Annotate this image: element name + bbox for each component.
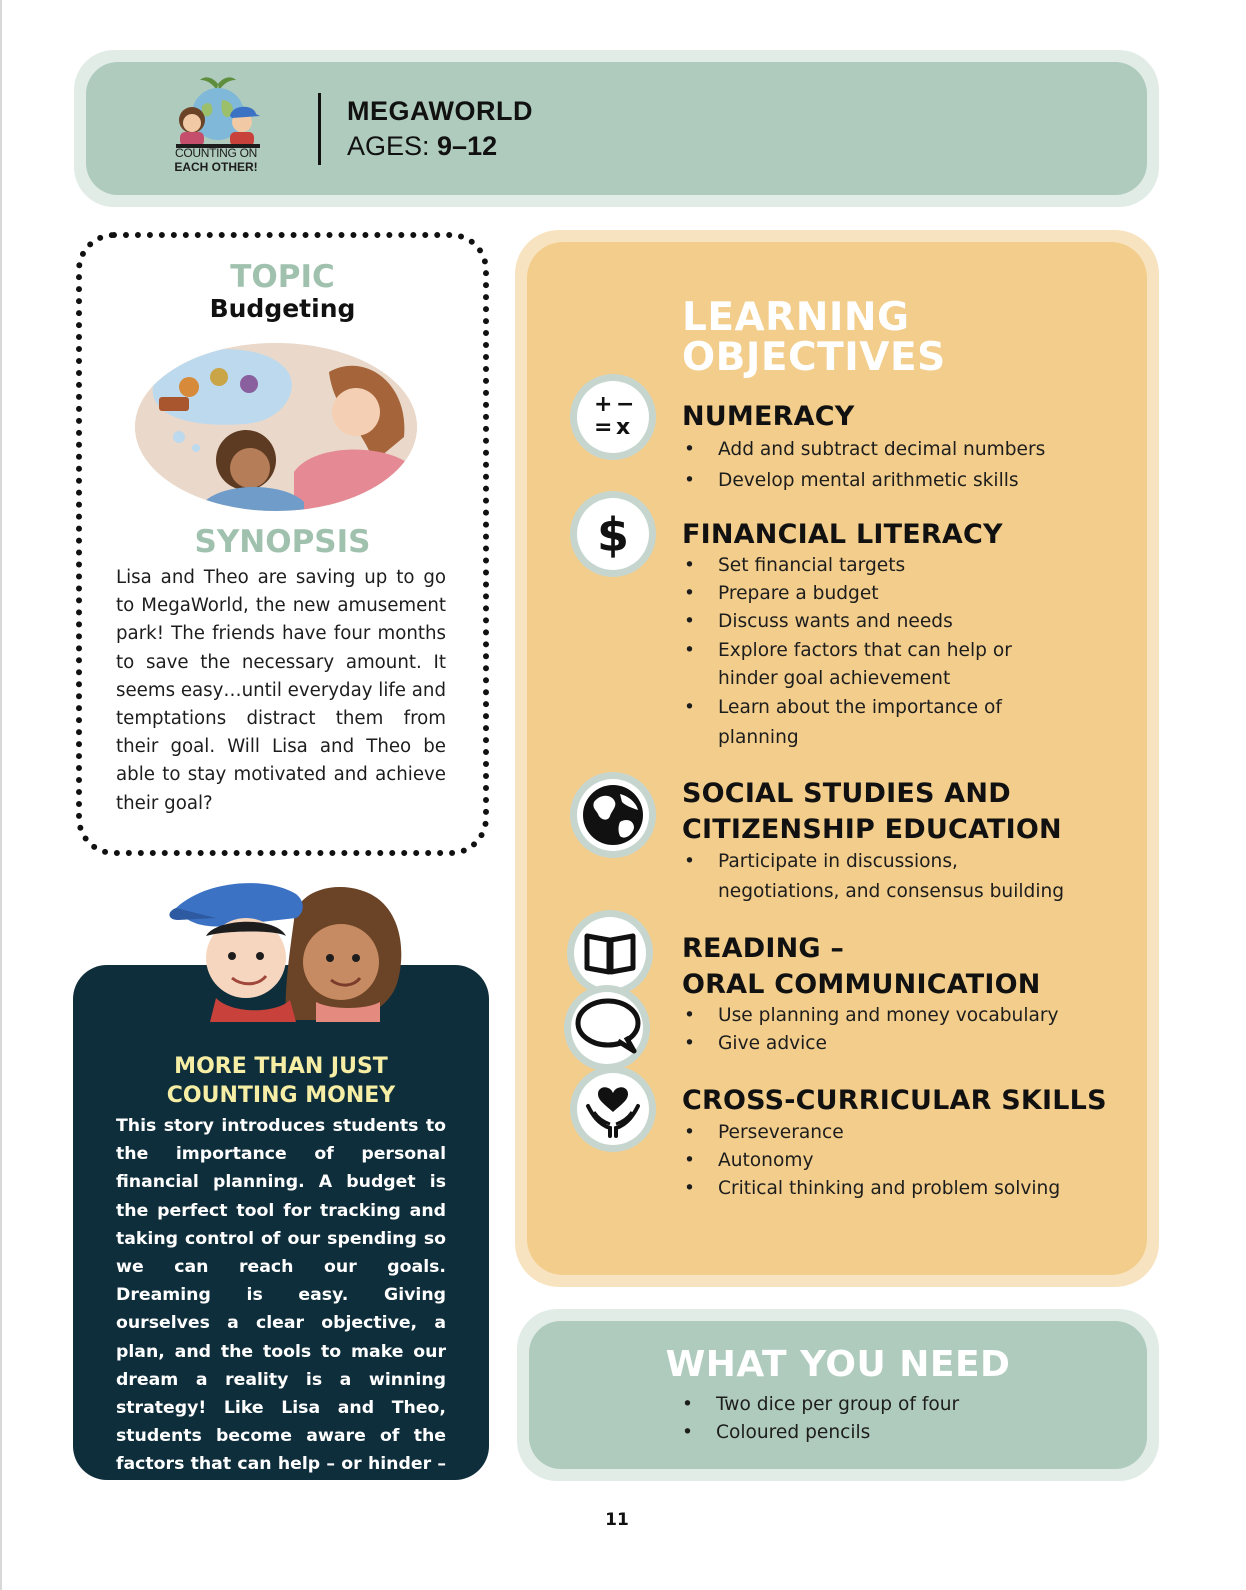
more-than-counting-title [73, 1052, 489, 1110]
svg-text:=: = [594, 415, 613, 440]
learning-objectives-title-line-2: OBJECTIVES [682, 335, 946, 380]
list-item: • Give advice [682, 1030, 1102, 1058]
what-you-need-list [680, 1391, 1100, 1447]
list-item: • Two dice per group of four [680, 1391, 1100, 1419]
social-studies-heading [682, 776, 1062, 848]
kids-daydreaming-illustration-icon [134, 342, 418, 512]
book-icon [567, 910, 653, 996]
more-than-counting-text: This story introduces students to the importance of personal financial planning. A budget is the perfect tool for tracking and taking control of our spending so we can reach our goals. Dreaming is easy. Giving ourselves a clear objective, a plan, and the tools to make our dream a reality is a winning strategy! Like Lisa and Theo, students become aware of the factors that can help – or hinder – them in achieving their goals. [116, 1116, 446, 1503]
reading-oral-list [682, 1002, 1102, 1058]
list-item: • Perseverance [682, 1119, 1102, 1147]
ages-line [347, 131, 497, 162]
what-you-need-title: WHAT YOU NEED [665, 1344, 1011, 1385]
page-edge [0, 0, 2, 1590]
numeracy-heading: NUMERACY [682, 401, 855, 432]
list-item: • Autonomy [682, 1147, 1102, 1175]
learning-objectives-title [682, 295, 1102, 380]
social-studies-heading-line-1: SOCIAL STUDIES AND [682, 778, 1011, 809]
list-item: • Add and subtract decimal numbers [682, 434, 1102, 465]
page-number: 11 [605, 1510, 629, 1530]
list-item: • Learn about the importance of planning [682, 693, 1022, 753]
reading-oral-heading-line-2: ORAL COMMUNICATION [682, 969, 1041, 1000]
learning-objectives-title-line-1: LEARNING [682, 295, 910, 340]
svg-text:+: + [594, 392, 613, 417]
heart-hands-icon [570, 1066, 656, 1152]
list-item: • Critical thinking and problem solving [682, 1175, 1102, 1203]
social-studies-list [682, 847, 1102, 907]
theo-and-lisa-illustration-icon [166, 880, 416, 1022]
social-studies-heading-line-2: CITIZENSHIP EDUCATION [682, 814, 1062, 845]
list-item: • Participate in discussions, negotiations, and consensus building [682, 847, 1072, 907]
list-item: • Discuss wants and needs [682, 608, 1102, 636]
synopsis-label: SYNOPSIS [194, 524, 371, 560]
ages-label: AGES: [347, 131, 438, 161]
numeracy-list [682, 434, 1102, 496]
more-than-counting-title-line-1: MORE THAN JUST [174, 1054, 388, 1079]
svg-text:$: $ [596, 508, 630, 562]
reading-oral-heading-line-1: READING – [682, 933, 845, 964]
logo-line-2: EACH OTHER! [174, 160, 258, 174]
speech-bubble-icon [564, 985, 650, 1071]
reading-oral-heading [682, 931, 1041, 1003]
logo-caption [160, 146, 272, 174]
cross-curricular-list [682, 1119, 1102, 1204]
list-item: • Coloured pencils [680, 1419, 1100, 1447]
synopsis-text: Lisa and Theo are saving up to go to MegaWorld, the new amusement park! The friends have four months to save the necessary amount. It seems easy…until everyday life and temptations distract them from their goal. Will Lisa and Theo be able to stay motivated and achieve their goal? [116, 567, 446, 814]
cross-curricular-heading: CROSS-CURRICULAR SKILLS [682, 1085, 1107, 1116]
list-item: • Explore factors that can help or hinder goal achievement [682, 637, 1042, 693]
logo-line-1: COUNTING ON [174, 146, 258, 160]
list-item: • Prepare a budget [682, 580, 1102, 608]
more-than-counting-title-line-2: COUNTING MONEY [166, 1083, 396, 1108]
header-divider [318, 93, 321, 165]
list-item: • Use planning and money vocabulary [682, 1002, 1102, 1030]
financial-literacy-heading: FINANCIAL LITERACY [682, 519, 1003, 550]
svg-text:−: − [616, 392, 635, 417]
globe-icon [570, 772, 656, 858]
ages-value: 9–12 [437, 131, 498, 161]
list-item: • Set financial targets [682, 552, 1102, 580]
svg-text:x: x [616, 415, 631, 440]
list-item: • Develop mental arithmetic skills [682, 465, 1102, 496]
page-title: MEGAWORLD [347, 96, 533, 126]
topic-value: Budgeting [209, 294, 356, 323]
topic-label: TOPIC [230, 259, 335, 295]
financial-literacy-list [682, 552, 1102, 753]
math-operators-icon [570, 374, 656, 460]
dollar-icon [570, 491, 656, 577]
